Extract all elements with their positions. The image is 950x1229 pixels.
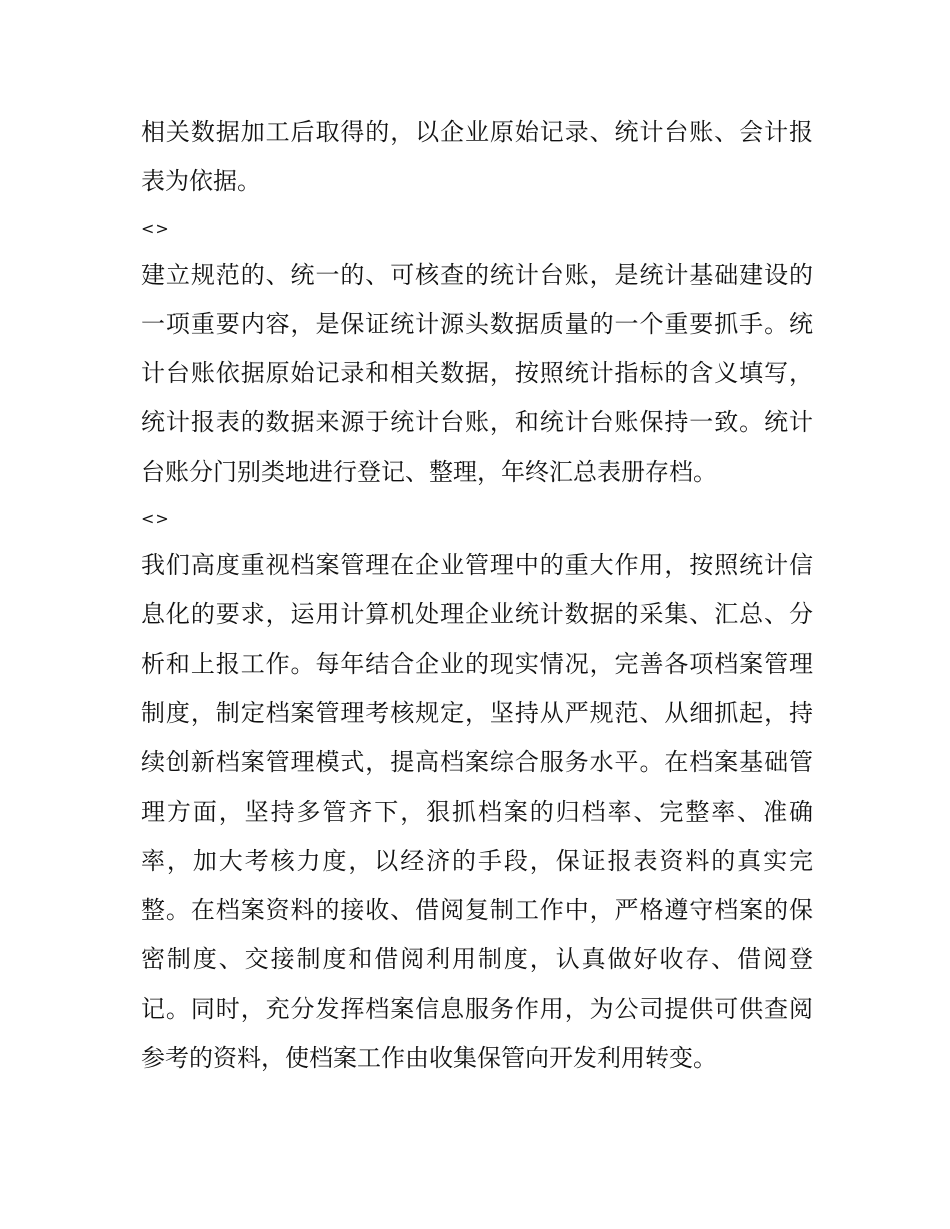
paragraph-line: 析和上报工作。每年结合企业的现实情况，完善各项档案管理 xyxy=(141,649,813,678)
paragraph-line: 统计报表的数据来源于统计台账，和统计台账保持一致。统计 xyxy=(141,408,813,437)
paragraph-line: 记。同时，充分发挥档案信息服务作用，为公司提供可供查阅 xyxy=(141,994,813,1023)
paragraph-line: 建立规范的、统一的、可核查的统计台账，是统计基础建设的 xyxy=(141,260,813,289)
section-separator: <> xyxy=(141,509,170,529)
paragraph-line: 我们高度重视档案管理在企业管理中的重大作用，按照统计信 xyxy=(141,551,813,580)
paragraph-line: 参考的资料，使档案工作由收集保管向开发利用转变。 xyxy=(141,1044,717,1073)
section-separator: <> xyxy=(141,218,170,238)
paragraph xyxy=(141,541,813,1083)
paragraph-line: 表为依据。 xyxy=(141,167,261,196)
document-body xyxy=(141,108,813,1083)
paragraph xyxy=(141,108,813,207)
paragraph-line: 密制度、交接制度和借阅利用制度，认真做好收存、借阅登 xyxy=(141,945,813,974)
paragraph-line: 计台账依据原始记录和相关数据，按照统计指标的含义填写， xyxy=(141,359,813,388)
paragraph-line: 台账分门别类地进行登记、整理，年终汇总表册存档。 xyxy=(141,457,717,486)
paragraph-line: 整。在档案资料的接收、借阅复制工作中，严格遵守档案的保 xyxy=(141,896,813,925)
paragraph-line: 息化的要求，运用计算机处理企业统计数据的采集、汇总、分 xyxy=(141,600,813,629)
paragraph-line: 一项重要内容，是保证统计源头数据质量的一个重要抓手。统 xyxy=(141,309,813,338)
paragraph-line: 相关数据加工后取得的，以企业原始记录、统计台账、会计报 xyxy=(141,118,813,146)
paragraph xyxy=(141,251,813,497)
paragraph-line: 理方面，坚持多管齐下，狠抓档案的归档率、完整率、准确 xyxy=(141,797,813,826)
paragraph-line: 制度，制定档案管理考核规定，坚持从严规范、从细抓起，持 xyxy=(141,698,813,727)
paragraph-line: 率，加大考核力度，以经济的手段，保证报表资料的真实完 xyxy=(141,846,813,875)
paragraph-line: 续创新档案管理模式，提高档案综合服务水平。在档案基础管 xyxy=(141,748,813,777)
